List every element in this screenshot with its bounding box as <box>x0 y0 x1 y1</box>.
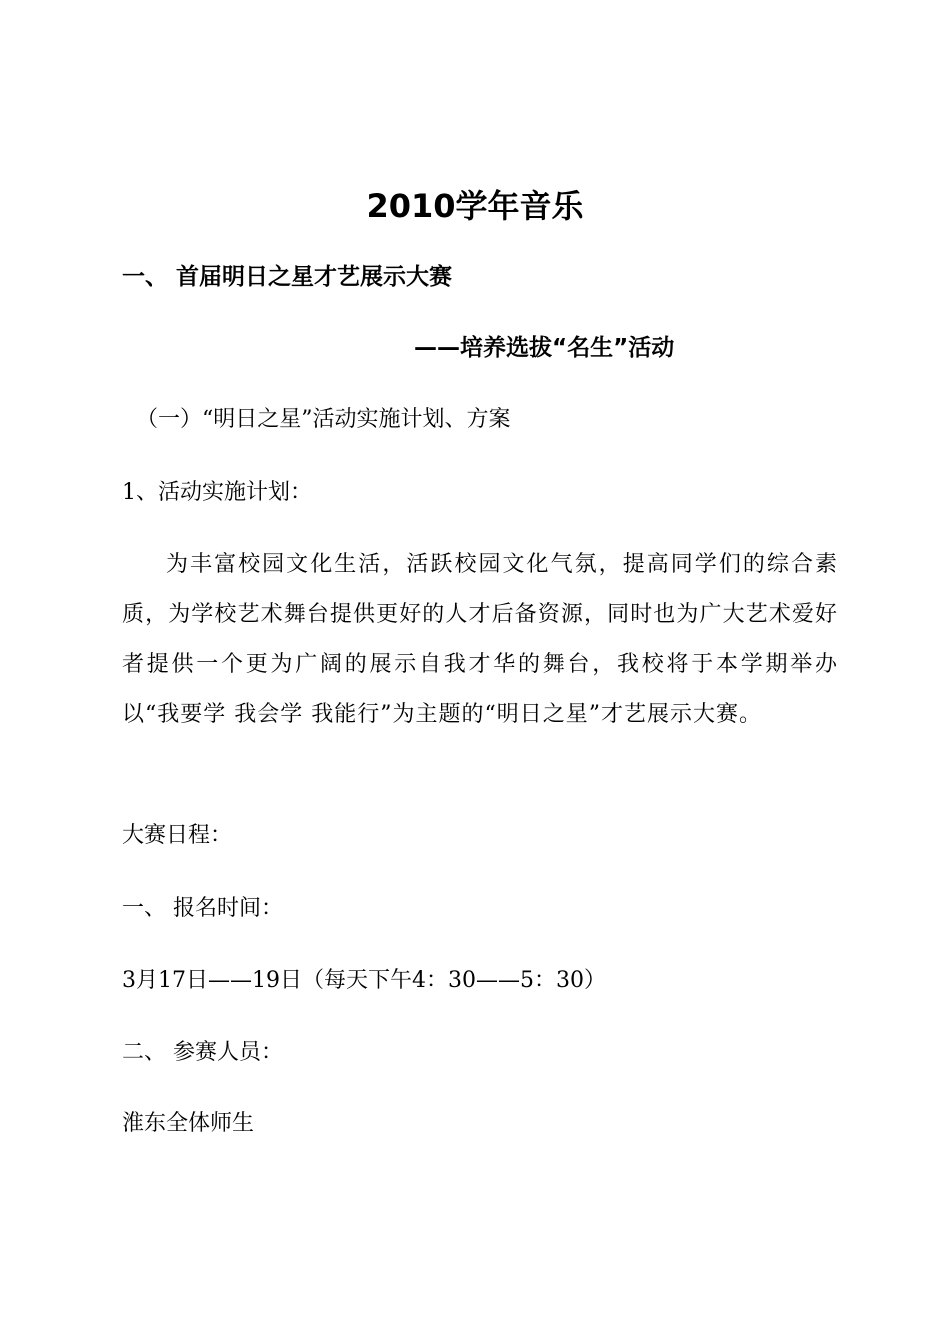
section-heading-1: 一、 首届明日之星才艺展示大赛 <box>122 264 453 290</box>
participants-heading: 二、 参赛人员： <box>122 1040 283 1065</box>
subsection-heading-1: （一）“明日之星”活动实施计划、方案 <box>136 407 511 432</box>
body-paragraph: 为丰富校园文化生活，活跃校园文化气氛，提高同学们的综合素质，为学校艺术舞台提供更好的人才后备资源，同时也为广大艺术爱好者提供一个更为广阔的展示自我才华的舞台，我校将于本学期举办以“我要学 我会学 我能行”为主题的“明日之星”才艺展示大赛。 <box>122 552 838 727</box>
participants-text: 淮东全体师生 <box>122 1111 255 1136</box>
registration-time: 3月17日——19日（每天下午4：30——5：30） <box>122 968 606 993</box>
document-title: 2010学年音乐 <box>366 187 584 225</box>
schedule-label: 大赛日程： <box>122 823 233 848</box>
section-subtitle: ——培养选拔“名生”活动 <box>414 335 675 361</box>
item-heading-1: 1、活动实施计划： <box>122 480 312 505</box>
registration-heading: 一、 报名时间： <box>122 896 283 921</box>
